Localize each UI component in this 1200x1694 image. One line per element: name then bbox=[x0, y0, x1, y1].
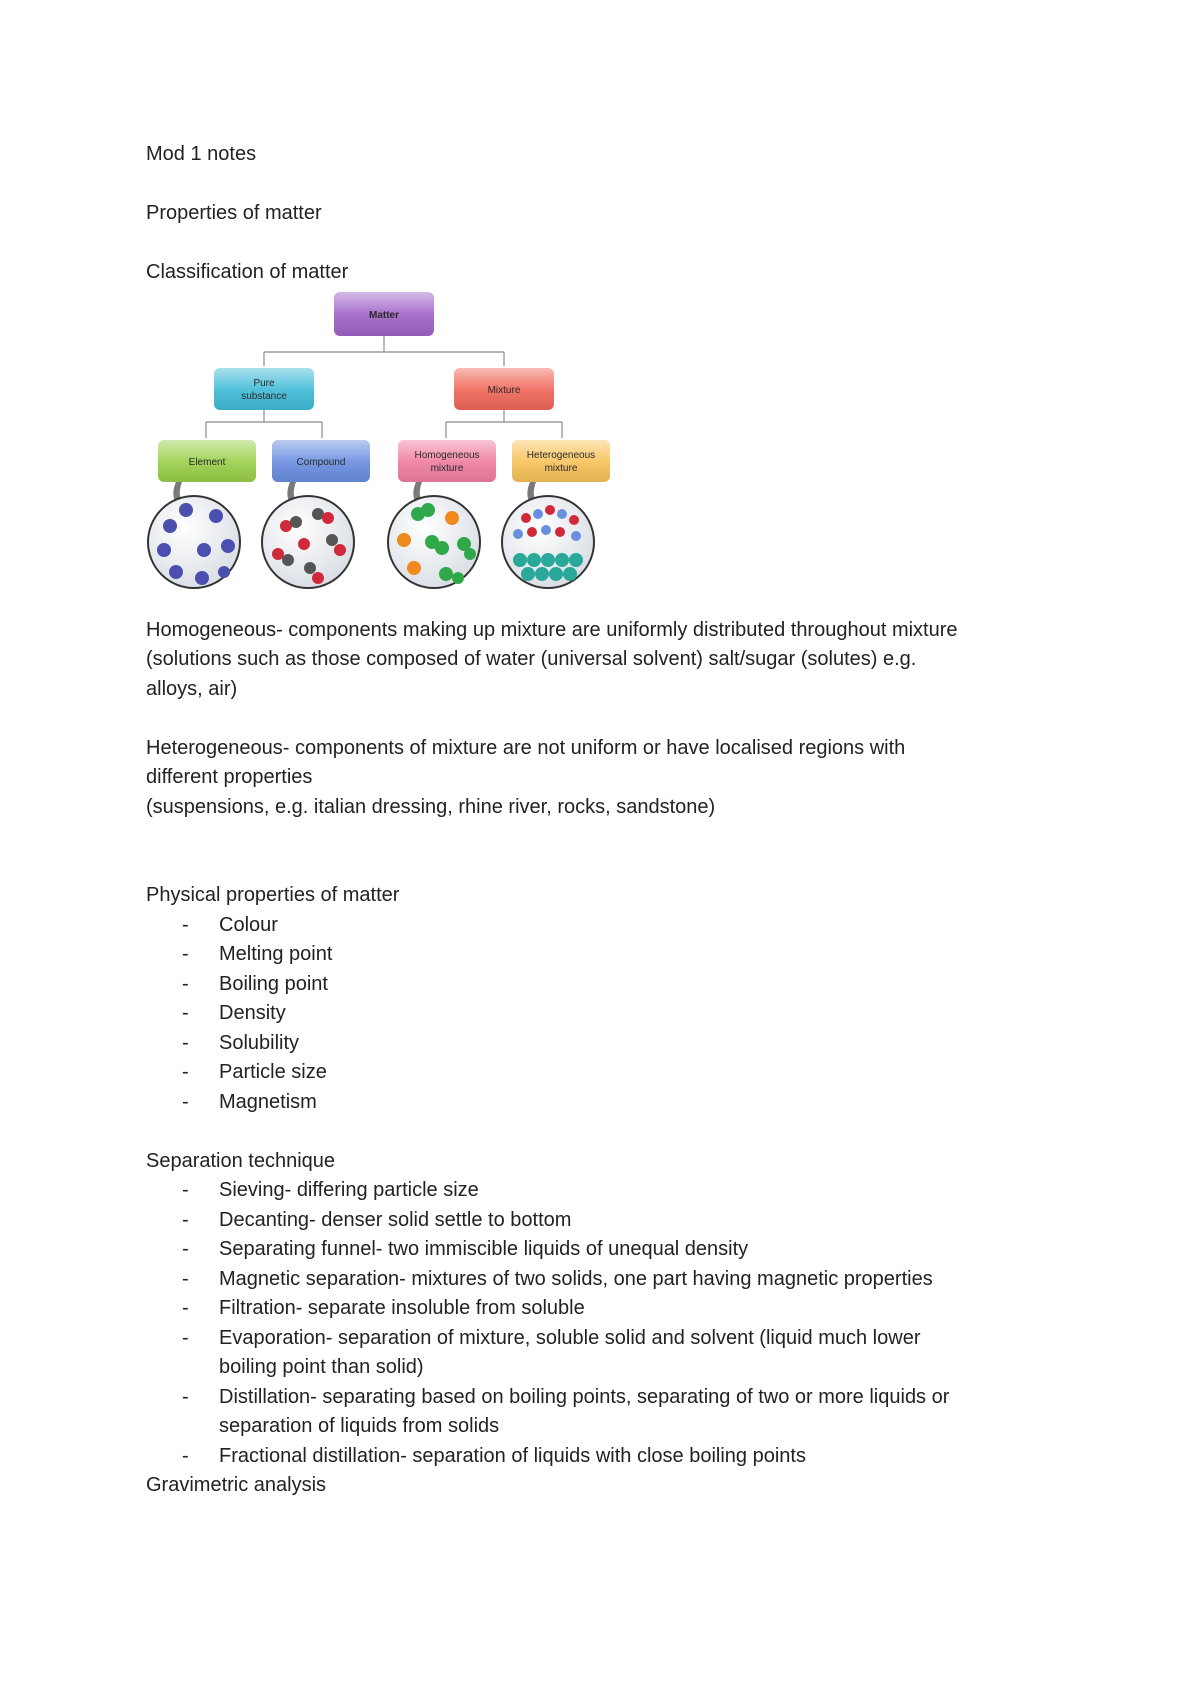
list-item-text: Decanting- denser solid settle to bottom bbox=[219, 1208, 572, 1231]
heterogeneous-label-2: mixture bbox=[544, 462, 578, 474]
homogeneous-label-1: Homogeneous bbox=[414, 449, 480, 461]
list-item bbox=[146, 1265, 1076, 1295]
heterogeneous-box bbox=[512, 440, 610, 482]
compound-box bbox=[272, 440, 370, 482]
list-item-text: Colour bbox=[219, 913, 278, 936]
homogeneous-box bbox=[398, 440, 496, 482]
list-item bbox=[146, 999, 1076, 1029]
list-item-text-continued: separation of liquids from solids bbox=[219, 1415, 500, 1437]
bullet-dash: - bbox=[182, 1090, 189, 1113]
bullet-dash: - bbox=[182, 1061, 189, 1083]
list-item bbox=[146, 970, 1076, 1000]
bullet-dash: - bbox=[182, 1238, 189, 1260]
list-item-text: Solubility bbox=[219, 1031, 300, 1054]
bullet-dash: - bbox=[182, 1297, 189, 1319]
pure-label-1: Pure bbox=[253, 377, 275, 389]
bullet-dash: - bbox=[182, 1326, 189, 1349]
list-item-text: Boiling point bbox=[219, 972, 328, 995]
list-item bbox=[146, 1058, 1076, 1088]
compound-particles-circle bbox=[262, 496, 354, 588]
list-item bbox=[146, 1029, 1076, 1059]
physical-properties-list bbox=[146, 911, 1076, 1118]
separation-techniques-list bbox=[146, 1176, 1076, 1471]
homogeneous-particles-circle bbox=[388, 496, 480, 588]
separation-heading: Separation technique bbox=[146, 1149, 336, 1172]
element-box bbox=[158, 440, 256, 482]
element-label: Element bbox=[188, 456, 226, 468]
homogeneous-label-2: mixture bbox=[430, 462, 464, 474]
list-item-text-continued: boiling point than solid) bbox=[219, 1356, 424, 1378]
classification-heading: Classification of matter bbox=[146, 261, 349, 283]
physical-properties-heading: Physical properties of matter bbox=[146, 884, 400, 906]
list-item-text: Filtration- separate insoluble from soluble bbox=[219, 1297, 585, 1319]
pure-substance-box bbox=[214, 368, 314, 410]
bullet-dash: - bbox=[182, 972, 189, 995]
list-item bbox=[146, 911, 1076, 941]
document-title: Mod 1 notes bbox=[146, 143, 257, 165]
heterogeneous-particles-circle bbox=[502, 496, 594, 588]
mixture-box bbox=[454, 368, 554, 410]
list-item bbox=[146, 1088, 1076, 1118]
bullet-dash: - bbox=[182, 913, 189, 936]
mixture-label: Mixture bbox=[487, 384, 521, 396]
list-item-text: Separating funnel- two immiscible liquids of unequal density bbox=[219, 1238, 749, 1260]
bullet-dash: - bbox=[182, 1267, 189, 1290]
list-item-text: Melting point bbox=[219, 943, 333, 965]
heterogeneous-line-3: (suspensions, e.g. italian dressing, rhine river, rocks, sandstone) bbox=[146, 795, 716, 818]
homogeneous-line-1: Homogeneous- components making up mixture are uniformly distributed throughout mixture bbox=[146, 618, 958, 641]
list-item bbox=[146, 1294, 1076, 1324]
list-item-text: Distillation- separating based on boiling points, separating of two or more liquids or bbox=[219, 1385, 950, 1408]
bullet-dash: - bbox=[182, 943, 189, 965]
element-particles-circle bbox=[148, 496, 240, 588]
pure-label-2: substance bbox=[241, 390, 287, 402]
heterogeneous-line-1: Heterogeneous- components of mixture are not uniform or have localised regions with bbox=[146, 736, 906, 759]
heterogeneous-line-2: different properties bbox=[146, 766, 313, 788]
list-item bbox=[146, 1324, 1076, 1383]
compound-label: Compound bbox=[296, 456, 346, 468]
list-item-text: Magnetism bbox=[219, 1090, 317, 1113]
list-item bbox=[146, 1383, 1076, 1442]
bullet-dash: - bbox=[182, 1179, 189, 1201]
gravimetric-heading: Gravimetric analysis bbox=[146, 1474, 327, 1496]
matter-classification-diagram bbox=[146, 288, 626, 608]
document-body bbox=[146, 140, 1076, 1501]
list-item-text: Particle size bbox=[219, 1061, 327, 1083]
matter-box bbox=[334, 292, 434, 336]
list-item-text: Magnetic separation- mixtures of two solids, one part having magnetic properties bbox=[219, 1267, 933, 1290]
homogeneous-line-3: alloys, air) bbox=[146, 677, 238, 700]
list-item bbox=[146, 1206, 1076, 1236]
list-item bbox=[146, 1442, 1076, 1472]
list-item-text: Evaporation- separation of mixture, soluble solid and solvent (liquid much lower bbox=[219, 1326, 921, 1349]
list-item-text: Sieving- differing particle size bbox=[219, 1179, 479, 1201]
bullet-dash: - bbox=[182, 1444, 189, 1467]
bullet-dash: - bbox=[182, 1208, 189, 1231]
matter-label: Matter bbox=[368, 309, 400, 321]
list-item bbox=[146, 1235, 1076, 1265]
list-item bbox=[146, 940, 1076, 970]
homogeneous-line-2: (solutions such as those composed of water (universal solvent) salt/sugar (solutes) e.g. bbox=[146, 648, 917, 670]
list-item bbox=[146, 1176, 1076, 1206]
list-item-text: Fractional distillation- separation of liquids with close boiling points bbox=[219, 1444, 806, 1467]
bullet-dash: - bbox=[182, 1385, 189, 1408]
bullet-dash: - bbox=[182, 1031, 189, 1054]
bullet-dash: - bbox=[182, 1002, 189, 1024]
list-item-text: Density bbox=[219, 1002, 286, 1024]
heterogeneous-label-1: Heterogeneous bbox=[526, 449, 596, 461]
properties-heading: Properties of matter bbox=[146, 202, 322, 224]
